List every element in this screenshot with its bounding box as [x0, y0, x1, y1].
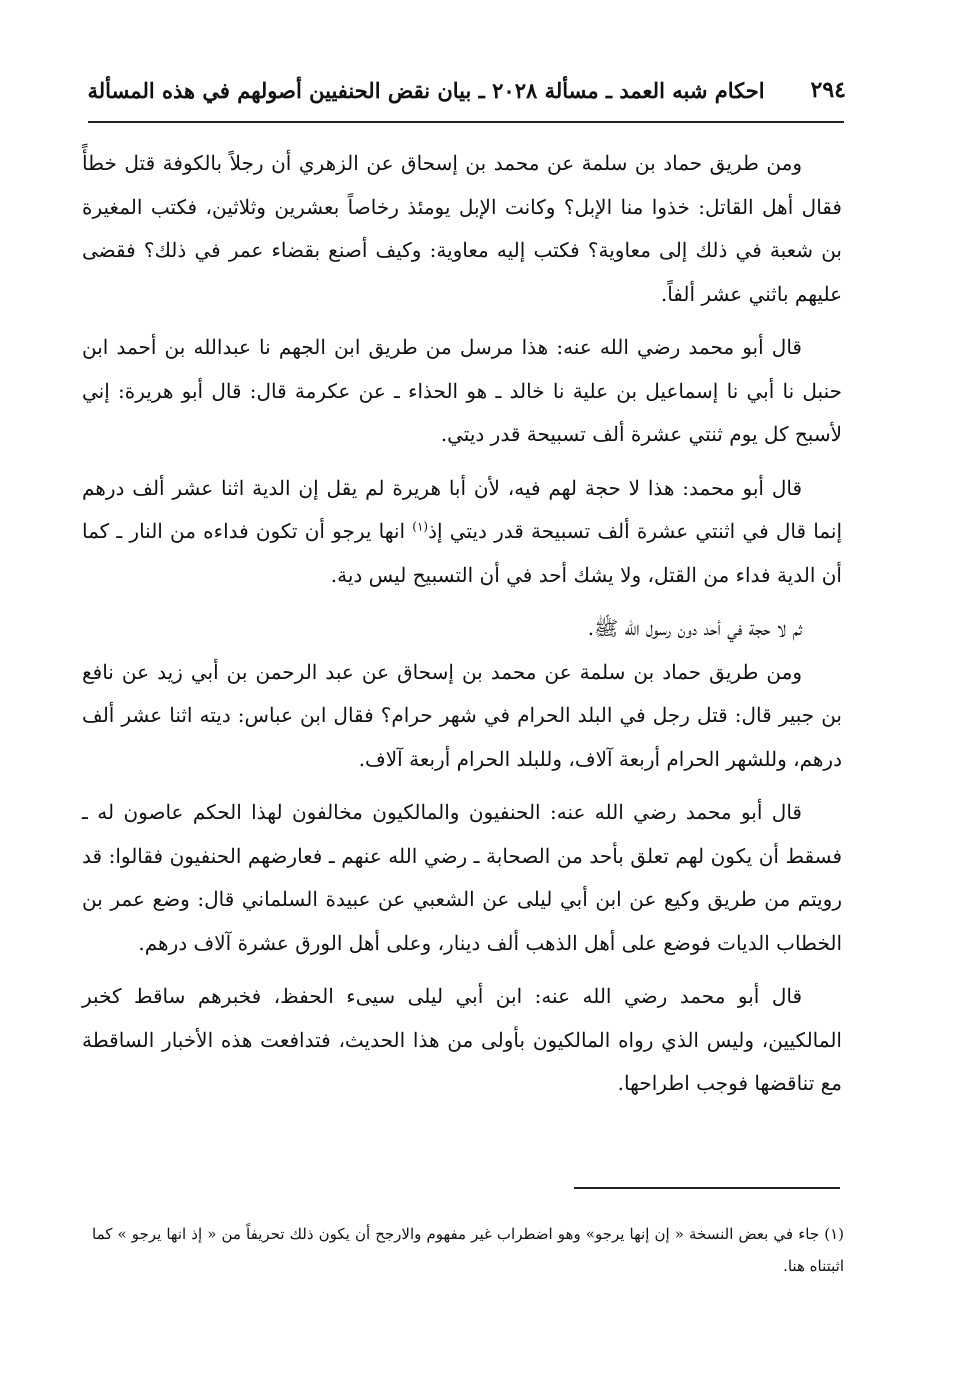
- paragraph-3: [82, 467, 842, 598]
- header-divider: [88, 121, 844, 123]
- footnote: [92, 1218, 844, 1282]
- footnote-reference[interactable]: (١): [412, 519, 429, 534]
- header-title: احكام شبه العمد ـ مسألة ٢٠٢٨ ـ بيان نقض الحنفيين أصولهم في هذه المسألة: [87, 77, 765, 103]
- running-header: [86, 70, 846, 110]
- footnote-text: جاء في بعض النسخة « إن إنها يرجو» وهو اضطراب غير مفهوم والارجح أن يكون ذلك تحريفاً من « إذ انها يرجو » كما اثبتناه هنا.: [92, 1225, 844, 1275]
- paragraph-2: قال أبو محمد رضي الله عنه: هذا مرسل من طريق ابن الجهم نا عبدالله بن أحمد ابن حنبل نا أبي نا إسماعيل بن علية نا خالد ـ هو الحذاء ـ عن عكرمة قال: قال أبو هريرة: إني لأسبح كل يوم ثنتي عشرة ألف تسبيحة قدر ديتي.: [82, 335, 842, 446]
- paragraph-6: قال أبو محمد رضي الله عنه: الحنفيون والمالكيون مخالفون لهذا الحكم عاصون له ـ فسقط أن يكون لهم تعلق بأحد من الصحابة ـ رضي الله عنهم ـ فعارضهم الحنفيون فقالوا: قد رويتم من طريق وكيع عن ابن أبي ليلى عن الشعبي عن عبيدة السلماني قال: وضع عمر بن الخطاب الديات فوضع على أهل الذهب ألف دينار، وعلى أهل الورق عشرة آلاف درهم.: [82, 800, 842, 955]
- paragraph-3-part-2: انها يرجو أن تكون فداءه من النار ـ كما أن الدية فداء من القتل، ولا يشك أحد في أن التسبيح ليس دية.: [82, 519, 842, 587]
- paragraph-3-part-1: قال أبو محمد: هذا لا حجة لهم فيه، لأن أبا هريرة لم يقل إن الدية اثنا عشر ألف درهم إنما قال في اثنتي عشرة ألف تسبيحة قدر ديتي إذ: [82, 475, 842, 543]
- page-number: ٢٩٤: [810, 77, 846, 103]
- paragraph-7: قال أبو محمد رضي الله عنه: ابن أبي ليلى سيىء الحفظ، فخبرهم ساقط كخبر المالكيين، وليس الذي رواه المالكيون بأولى من هذا الحديث، فتدافعت هذه الأخبار الساقطة مع تناقضها فوجب اطراحها.: [82, 984, 842, 1095]
- main-text: [82, 142, 842, 1116]
- paragraph-1: ومن طريق حماد بن سلمة عن محمد بن إسحاق عن الزهري أن رجلاً بالكوفة قتل خطأً فقال أهل القاتل: خذوا منا الإبل؟ وكانت الإبل يومئذ رخاصاً بعشرين وثلاثين، فكتب المغيرة بن شعبة في ذلك إلى معاوية؟ فكتب إليه معاوية: وكيف أصنع بقضاء عمر في ذلك؟ فقضى عليهم باثني عشر ألفاً.: [82, 151, 842, 306]
- paragraph-4: ثم لا حجة في أحد دون رسول الله ﷺ.: [587, 616, 802, 640]
- footnote-divider: [574, 1187, 840, 1189]
- footnote-number: (١): [824, 1225, 844, 1243]
- paragraph-5: ومن طريق حماد بن سلمة عن محمد بن إسحاق عن عبد الرحمن بن أبي زيد عن نافع بن جبير قال: قتل رجل في البلد الحرام في شهر حرام؟ فقال ابن عباس: ديته اثنا عشر ألف درهم، وللشهر الحرام أربعة آلاف، وللبلد الحرام أربعة آلاف.: [82, 659, 842, 771]
